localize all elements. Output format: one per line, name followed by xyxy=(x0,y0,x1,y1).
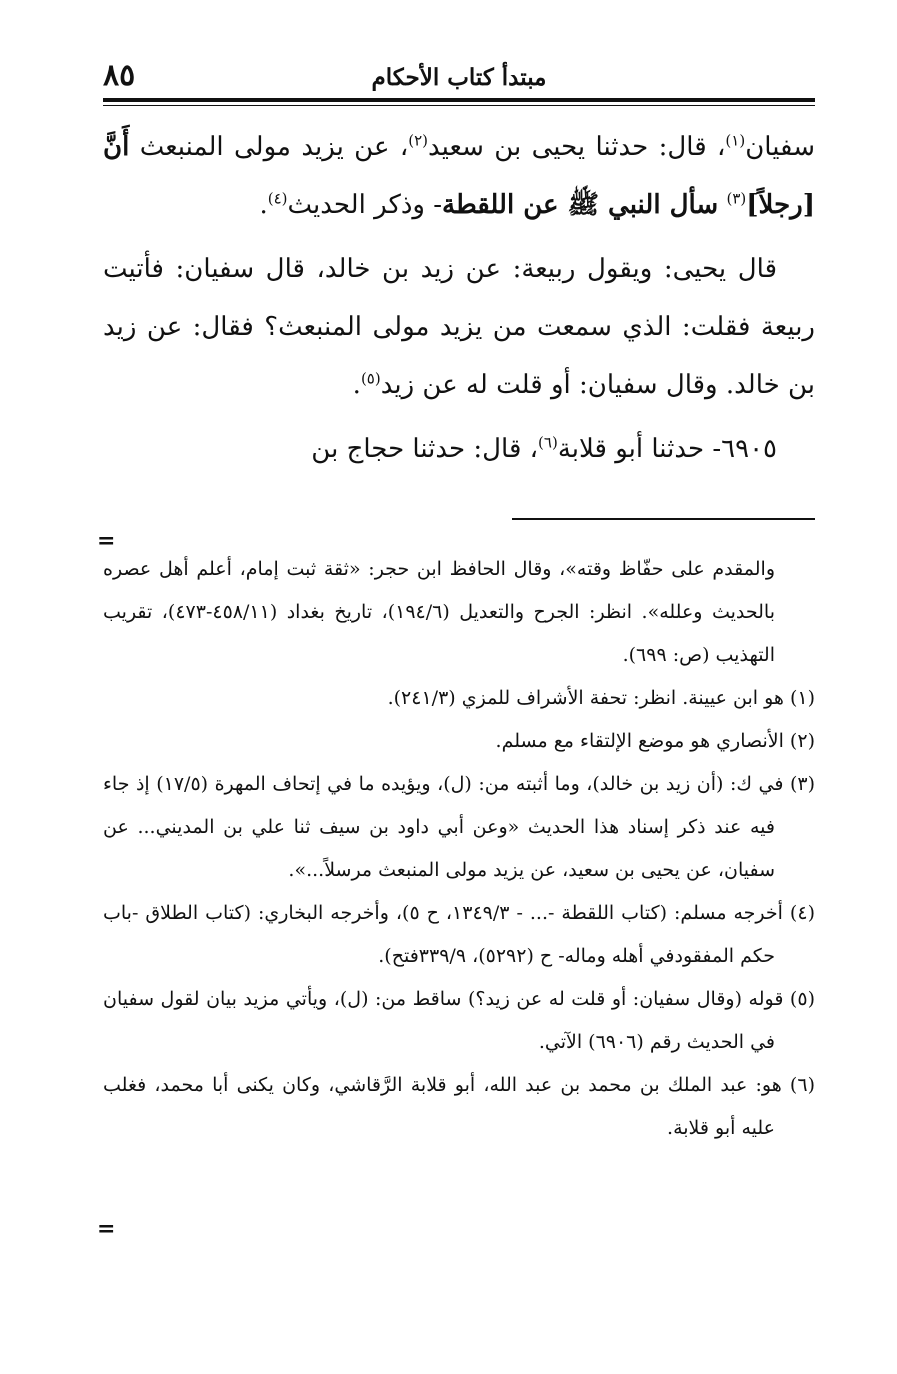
footnote-3: (٣) في ك: (أن زيد بن خالد)، وما أثبته من: (ل)، ويؤيده ما في إتحاف المهرة (١٧/٥) إذ جاء فيه عند ذكر إسناد هذا الحديث «وعن أبي داود بن سيف ثنا علي بن المديني... عن سفيان، عن يحيى بن سعيد، عن يزيد مولى المنبعث مرسلاً...». xyxy=(103,773,815,881)
footnote-5: (٥) قوله (وقال سفيان: أو قلت له عن زيد؟) ساقط من: (ل)، ويأتي مزيد بيان لقول سفيان في الحديث رقم (٦٩٠٦) الآتي. xyxy=(103,988,815,1053)
paragraph-2: قال يحيى: ويقول ربيعة: عن زيد بن خالد، قال سفيان: فأتيت ربيعة فقلت: الذي سمعت من يزيد مولى المنبعث؟ فقال: عن زيد بن خالد. وقال سفيان: أو قلت له عن زيد$^{(٥)}$. xyxy=(103,254,815,400)
footnote-2: (٢) الأنصاري هو موضع الإلتقاء مع مسلم. xyxy=(495,730,815,752)
footnotes xyxy=(103,548,815,1150)
paragraph-3: ٦٩٠٥- حدثنا أبو قلابة$^{(٦)}$، قال: حدثنا حجاج بن xyxy=(311,433,777,464)
footnote-1: (١) هو ابن عيينة. انظر: تحفة الأشراف للمزي (٢٤١/٣). xyxy=(387,687,815,709)
footnote-separator xyxy=(512,518,815,520)
footnote-4: (٤) أخرجه مسلم: (كتاب اللقطة -... - ١٣٤٩/٣، ح ٥)، وأخرجه البخاري: (كتاب الطلاق -باب حكم المفقودفي أهله وماله- ح (٥٢٩٢)، ٣٣٩/٩فتح). xyxy=(103,902,815,967)
running-title: مبتدأ كتاب الأحكام xyxy=(371,64,547,91)
header-rule-thick xyxy=(103,98,815,102)
paragraph-1: سفيان$^{(١)}$، قال: حدثنا يحيى بن سعيد$^{(٢)}$، عن يزيد مولى المنبعث أَنَّ [رجلاً]$^{(٣)}$ سأل النبي ﷺ عن اللقطة- وذكر الحديث$^{(٤)}$. xyxy=(103,131,815,220)
continuation-mark-top: = xyxy=(97,528,116,554)
header-rule-thin xyxy=(103,105,815,106)
page-number: ٨٥ xyxy=(103,58,136,93)
footnote-6: (٦) هو: عبد الملك بن محمد بن عبد الله، أبو قلابة الرَّقاشي، وكان يكنى أبا محمد، فغلب عليه أبو قلابة. xyxy=(103,1074,815,1139)
main-text xyxy=(103,118,815,484)
continuation-mark-bottom: = xyxy=(97,1216,116,1242)
footnote-continuation: والمقدم على حفّاظ وقته»، وقال الحافظ ابن حجر: «ثقة ثبت إمام، أعلم أهل عصره بالحديث وعلله». انظر: الجرح والتعديل (١٩٤/٦)، تاريخ بغداد (٤٥٨/١١-٤٧٣)، تقريب التهذيب (ص: ٦٩٩). xyxy=(103,558,775,666)
page-header xyxy=(103,58,815,94)
